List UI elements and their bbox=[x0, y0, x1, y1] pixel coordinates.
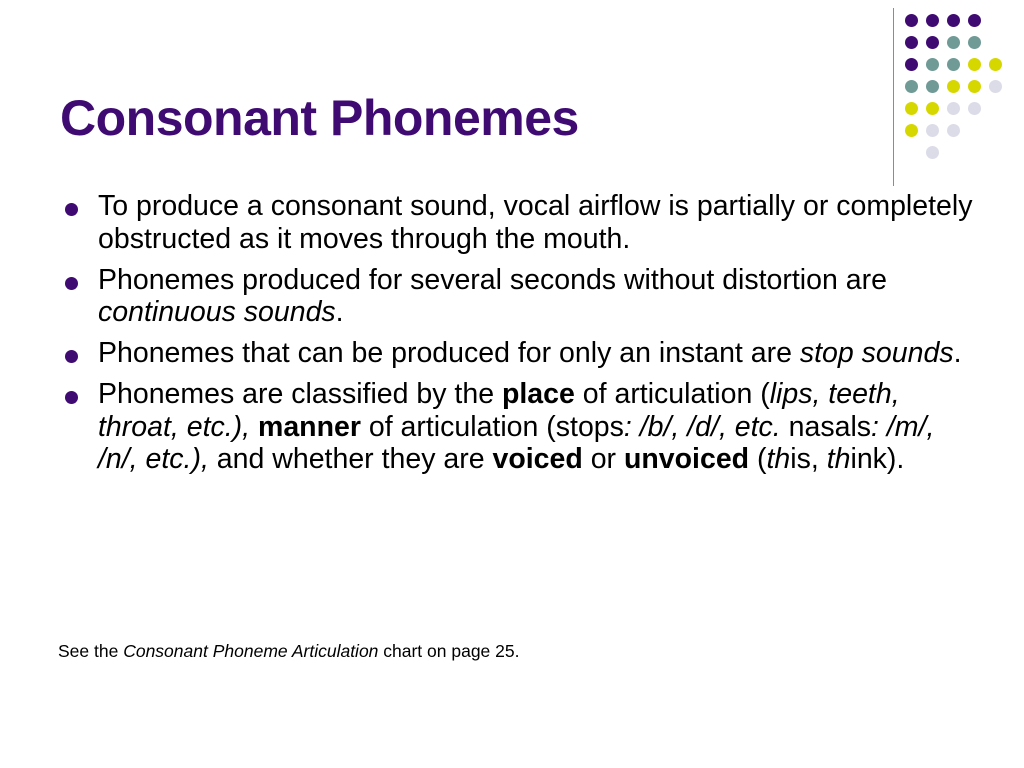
decoration-dot bbox=[926, 102, 939, 115]
decoration-dot bbox=[947, 124, 960, 137]
decoration-dot bbox=[905, 80, 918, 93]
decoration-dot bbox=[989, 58, 1002, 71]
decoration-dot bbox=[926, 58, 939, 71]
decoration-dot bbox=[905, 124, 918, 137]
bullet-text: Phonemes are classified by the place of articulation (lips, teeth, throat, etc.), manner of articulation (stops: /b/, /d/, etc. nasals: /m/, /n/, etc.), and whether they are voiced or unvoiced (this, think). bbox=[98, 377, 935, 476]
decoration-dot bbox=[926, 146, 939, 159]
bullet-text: Phonemes produced for several seconds without distortion are continuous sounds. bbox=[98, 263, 887, 329]
dot-grid-decoration bbox=[905, 14, 1015, 179]
decoration-dot bbox=[968, 14, 981, 27]
decoration-dot bbox=[968, 80, 981, 93]
decoration-dot bbox=[926, 14, 939, 27]
decoration-dot bbox=[968, 102, 981, 115]
decoration-dot bbox=[905, 36, 918, 49]
decoration-dot bbox=[947, 36, 960, 49]
bullet-dot-icon bbox=[56, 264, 98, 290]
bullet-text: Phonemes that can be produced for only an instant are stop sounds. bbox=[98, 337, 962, 370]
decoration-dot bbox=[905, 102, 918, 115]
list-item bbox=[56, 337, 981, 370]
bullet-dot-icon bbox=[56, 378, 98, 404]
decoration-dot bbox=[947, 14, 960, 27]
bullet-list bbox=[56, 190, 981, 484]
decoration-dot bbox=[926, 80, 939, 93]
list-item bbox=[56, 190, 981, 256]
decoration-dot bbox=[905, 14, 918, 27]
decoration-dot bbox=[926, 36, 939, 49]
decoration-dot bbox=[947, 102, 960, 115]
footnote: See the Consonant Phoneme Articulation chart on page 25. bbox=[58, 641, 520, 661]
decoration-dot bbox=[989, 80, 1002, 93]
decoration-dot bbox=[968, 36, 981, 49]
decoration-dot bbox=[926, 124, 939, 137]
page-title: Consonant Phonemes bbox=[60, 90, 579, 146]
decoration-dot bbox=[968, 58, 981, 71]
list-item bbox=[56, 378, 981, 476]
decoration-dot bbox=[947, 58, 960, 71]
decoration-dot bbox=[905, 58, 918, 71]
list-item bbox=[56, 264, 981, 330]
bullet-text: To produce a consonant sound, vocal airflow is partially or completely obstructed as it moves through the mouth. bbox=[98, 190, 973, 255]
decorative-divider-line bbox=[893, 8, 894, 186]
decoration-dot bbox=[947, 80, 960, 93]
bullet-dot-icon bbox=[56, 337, 98, 363]
bullet-dot-icon bbox=[56, 190, 98, 216]
